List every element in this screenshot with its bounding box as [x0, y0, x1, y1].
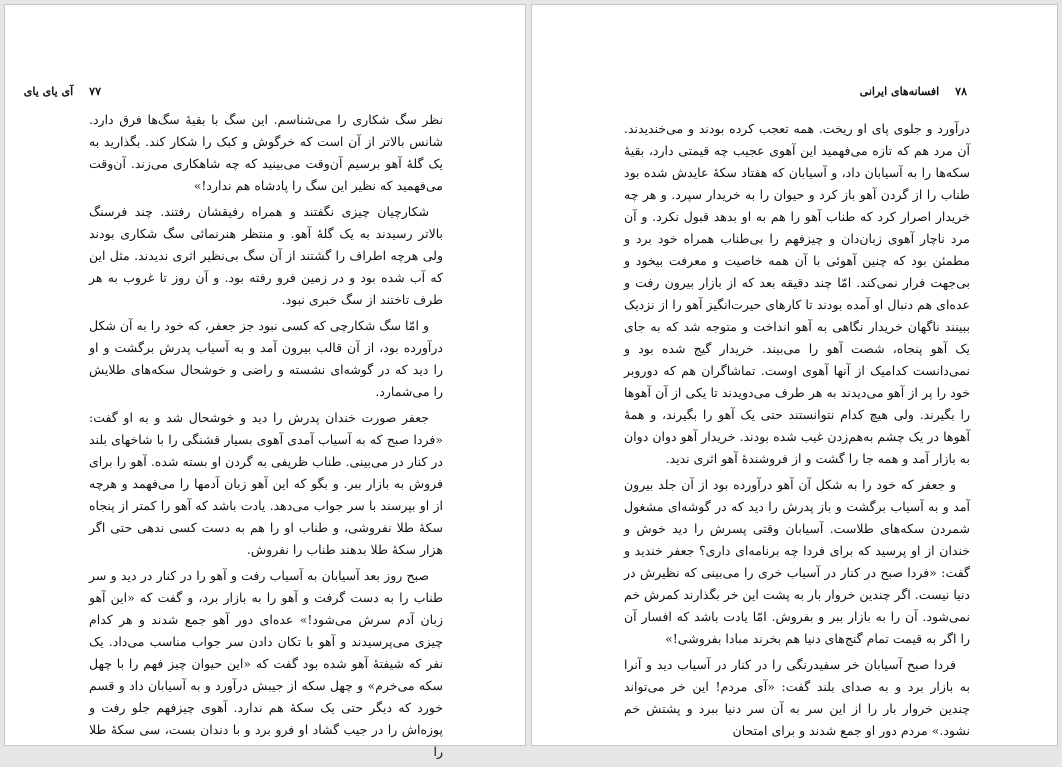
paragraph: شکارچیان چیزی نگفتند و همراه رفیقشان رفتند. چند فرسنگ بالاتر رسیدند به یک گلهٔ آهو. و منتظر هنرنمائی سگ شکاری بودند ولی هرچه اطراف را گشتند از آن سگ بی‌نظیر اثری ندیدند. مثل این که آب شده بود و در زمین فرو رفته بود. و آن روز تا غروب به هر طرف تاختند از سگ خبری نبود. — [89, 204, 443, 307]
right-page-text — [624, 118, 970, 746]
paragraph: و جعفر که خود را به شکل آن آهو درآورده بود از آن جلد بیرون آمد و به آسیاب برگشت و باز پدرش را دید که در گوشه‌ای مشغول شمردن سکه‌های طلاست. آسیابان وقتی پسرش را دید خوش و خندان از او پرسید که برای فردا چه برنامه‌ای داری؟ جعفر خندید و گفت: «فردا صبح در کنار در آسیاب خری را می‌بینی که نظیرش در دنیا نیست. اگر چندین خروار بار به پشت این خر بگذارند کمرش خم نمی‌شود. آن را به بازار ببر و بفروش. امّا یادت باشد که افسار آن را اگر به قیمت تمام گنج‌های دنیا هم بخرند مبادا بفروشی!» — [624, 477, 970, 646]
paragraph: فردا صبح آسیابان خر سفیدرنگی را در کنار در آسیاب دید و آنرا به بازار برد و به صدای بلند گفت: «آی مردم! این خر می‌تواند چندین خروار بار را از این سر به آن سر دنیا ببرد و پشتش خم نشود.» مردم دور او جمع شدند و برای امتحان — [624, 657, 970, 738]
paragraph: نظر سگ شکاری را می‌شناسم. این سگ با بقیهٔ سگ‌ها فرق دارد. شانس بالاتر از آن است که خرگوش و کبک را شکار کند. بگذارید به یک گلهٔ آهو برسیم آن‌وقت می‌بینید که چه شاهکاری می‌زند. آن‌وقت می‌فهمید که نظیر این سگ را پادشاه هم ندارد!» — [89, 112, 443, 193]
right-page — [531, 4, 1058, 746]
left-page-header — [24, 85, 101, 98]
left-running-title: آی یای یای — [23, 85, 74, 98]
left-page-text — [89, 109, 443, 767]
right-page-number: ۷۸ — [955, 85, 967, 98]
paragraph: صبح روز بعد آسیابان به آسیاب رفت و آهو را در کنار در دید و سر طناب را به دست گرفت و آهو را به بازار برد، و گفت که «این آهو زبان آدم سرش می‌شود!» عده‌ای دور آهو جمع شدند و هر کدام چیزی می‌پرسیدند و آهو با تکان دادن سر جواب مناسب می‌داد. یک نفر که شیفتهٔ آهو شده بود گفت که «این حیوان چیز فهم را با چهل سکه می‌خرم» و چهل سکه از جیبش درآورد و به آسیابان داد و قسم خورد که دیگر حتی یک سکهٔ هم ندارد. آهوی چیزفهم جلو رفت و پوزه‌اش را در جیب گشاد او فرو برد و با دندان بست، سی سکهٔ طلا را — [89, 568, 444, 759]
left-page-number: ۷۷ — [89, 85, 101, 98]
right-running-title: افسانه‌های ایرانی — [859, 85, 940, 98]
right-page-header — [860, 85, 967, 98]
left-page — [4, 4, 526, 759]
paragraph: جعفر صورت خندان پدرش را دید و خوشحال شد و به او گفت: «فردا صبح که به آسیاب آمدی آهوی بسیار قشنگی را با شاخهای بلند در کنار در می‌بینی. طناب ظریفی به گردن او بسته شده. آهو را برای فروش به بازار ببر. و بگو که این آهو زبان آدمها را می‌فهمد و هرچه از او بپرسند با سر جواب می‌دهد. یادت باشد که آهو را کمتر از پنجاه سکهٔ طلا نفروشی، و طناب او را هم به دست کسی ندهی حتی اگر هزار سکهٔ طلا بدهند طناب را نفروش. — [89, 410, 443, 557]
paragraph: درآورد و جلوی پای او ریخت. همه تعجب کرده بودند و می‌خندیدند. آن مرد هم که تازه می‌فهمید این آهوی عجیب چه قیمتی دارد، بقیهٔ سکه‌ها را به آسیابان داد، و آسیابان که هفتاد سکهٔ عایدش شده بود طناب را از گردن آهو باز کرد و حیوان را به خریدار سپرد. و هر چه خریدار اصرار کرد که طناب آهو را هم به او بدهد قبول نکرد. و آن مرد ناچار آهوی زبان‌دان و چیزفهم را بی‌طناب همراه خود برد و مطمئن بود که چنین آهوئی با آن همه خاصیت و معرفت بیخود و بی‌جهت فرار نمی‌کند. امّا چند دقیقه بعد که از بازار بیرون رفت و عده‌ای هم دنبال او آمده بودند تا کارهای حیرت‌انگیز آهو را از نزدیک ببینند ناگهان خریدار نگاهی به آهو انداخت و متوجه شد که به جای یک آهو پنجاه، شصت آهو را می‌بیند. خریدار گیج شده بود و نمی‌دانست کدامیک از آنها آهوی اوست. تماشاگران هم که دوروبر خود را پر از آهو می‌دیدند به هر طرف می‌دویدند تا یکی از آن آهوها را بگیرند. ولی هیچ کدام نتوانستند حتی یک آهو را بگیرند، و همهٔ آهوها در یک چشم به‌هم‌زدن غیب شده بودند. خریدار آهو دوان دوان به بازار آمد و همه جا را گشت و از فروشندهٔ آهو اثری ندید. — [624, 121, 970, 466]
paragraph: و امّا سگ شکارچی که کسی نبود جز جعفر، که خود را به آن شکل در‌آورده بود، از آن قالب بیرون آمد و به آسیاب پدرش برگشت و او را دید که در گوشه‌ای نشسته و راضی و خوشحال سکه‌های طلایش را می‌شمارد. — [89, 318, 443, 399]
